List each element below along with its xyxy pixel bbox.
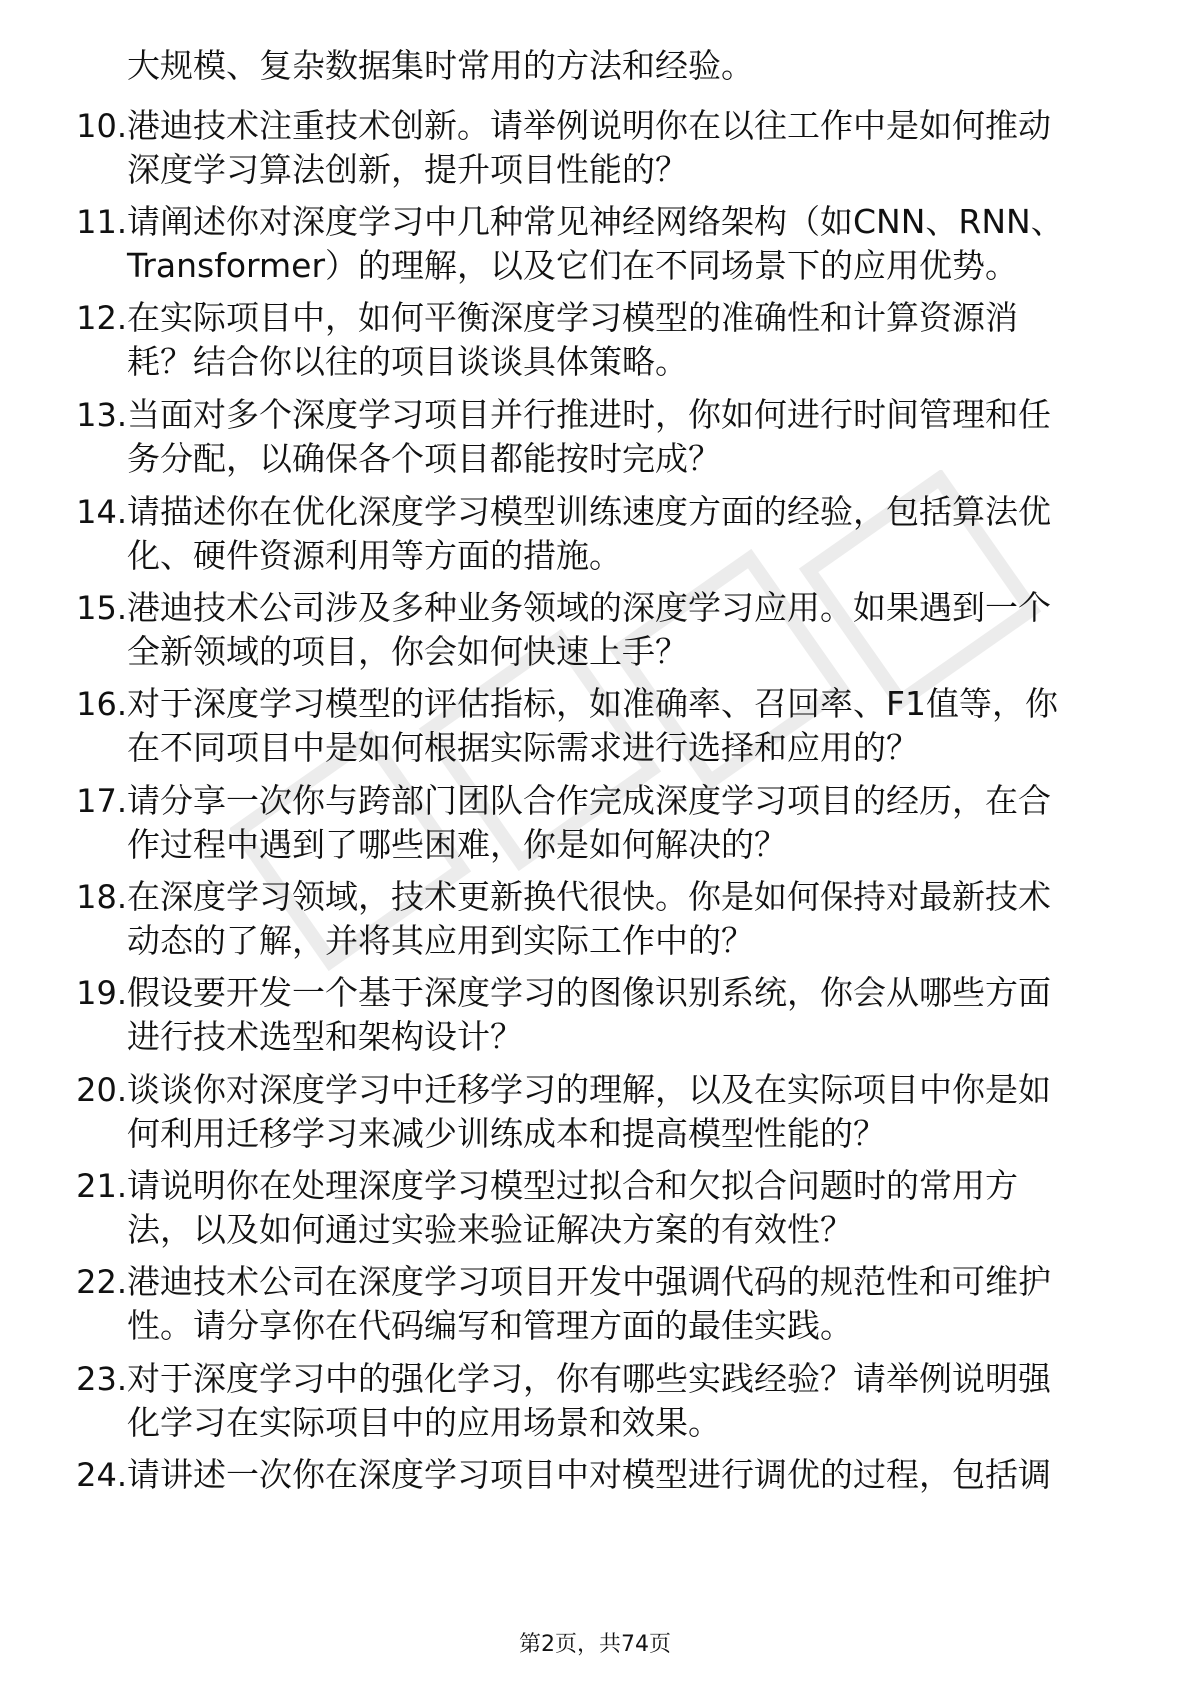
item-text-line: 谈谈你对深度学习中迁移学习的理解，以及在实际项目中你是如	[127, 1070, 1051, 1109]
item-number: 14.	[76, 493, 127, 531]
item-text-line: 港迪技术注重技术创新。请举例说明你在以往工作中是如何推动	[127, 106, 1051, 145]
item-text-line: 当面对多个深度学习项目并行推进时，你如何进行时间管理和任	[127, 395, 1051, 434]
item-text-line: 对于深度学习模型的评估指标，如准确率、召回率、F1值等，你	[127, 684, 1058, 723]
item-text	[127, 1260, 1117, 1348]
item-text-line: 请说明你在处理深度学习模型过拟合和欠拟合问题时的常用方	[127, 1166, 1018, 1205]
item-text-line: 动态的了解，并将其应用到实际工作中的？	[127, 921, 754, 960]
item-number: 24.	[76, 1456, 127, 1494]
item-text-line: 假设要开发一个基于深度学习的图像识别系统，你会从哪些方面	[127, 973, 1051, 1012]
list-item	[55, 682, 1135, 770]
item-number: 12.	[76, 299, 127, 337]
item-text	[127, 971, 1117, 1059]
list-item	[55, 1164, 1135, 1252]
list-item	[55, 296, 1135, 384]
list-item	[55, 971, 1135, 1059]
item-text-line: 性。请分享你在代码编写和管理方面的最佳实践。	[127, 1306, 853, 1345]
item-text-line: 何利用迁移学习来减少训练成本和提高模型性能的？	[127, 1114, 886, 1153]
item-text	[127, 296, 1117, 384]
item-number: 20.	[76, 1071, 127, 1109]
list-item	[55, 200, 1135, 288]
item-text	[127, 104, 1117, 192]
item-text-line: 港迪技术公司在深度学习项目开发中强调代码的规范性和可维护	[127, 1262, 1051, 1301]
list-item	[55, 1260, 1135, 1348]
item-text-line: 化、硬件资源利用等方面的措施。	[127, 536, 622, 575]
item-number: 16.	[76, 685, 127, 723]
list-item	[55, 1453, 1135, 1497]
page-footer: 第2页，共74页	[519, 1632, 671, 1657]
item-text-line: 港迪技术公司涉及多种业务领域的深度学习应用。如果遇到一个	[127, 588, 1051, 627]
list-item	[55, 393, 1135, 481]
item-number: 13.	[76, 396, 127, 434]
list-item	[55, 586, 1135, 674]
item-number: 15.	[76, 589, 127, 627]
item-text-line: 请阐述你对深度学习中几种常见神经网络架构（如CNN、RNN、	[127, 202, 1064, 241]
item-number: 17.	[76, 782, 127, 820]
item-text	[127, 490, 1117, 578]
item-text-line: 全新领域的项目，你会如何快速上手？	[127, 632, 688, 671]
list-item	[55, 490, 1135, 578]
item-number: 18.	[76, 878, 127, 916]
item-text	[127, 586, 1117, 674]
item-text-line: 在不同项目中是如何根据实际需求进行选择和应用的？	[127, 728, 919, 767]
item-text-line: 进行技术选型和架构设计？	[127, 1017, 523, 1056]
item-number: 11.	[76, 203, 127, 241]
item-number: 10.	[76, 107, 127, 145]
list-item	[55, 779, 1135, 867]
list-item	[55, 1068, 1135, 1156]
item-text	[127, 1068, 1117, 1156]
item-number: 21.	[76, 1167, 127, 1205]
item-text-line: 耗？结合你以往的项目谈谈具体策略。	[127, 342, 688, 381]
continuation-text: 大规模、复杂数据集时常用的方法和经验。	[127, 46, 754, 85]
item-text-line: 在实际项目中，如何平衡深度学习模型的准确性和计算资源消	[127, 298, 1018, 337]
item-text	[127, 1453, 1117, 1497]
item-text	[127, 779, 1117, 867]
item-text-line: Transformer）的理解，以及它们在不同场景下的应用优势。	[127, 246, 1019, 285]
item-text-line: 务分配，以确保各个项目都能按时完成？	[127, 439, 721, 478]
list-item	[55, 1357, 1135, 1445]
item-text	[127, 200, 1117, 288]
item-text	[127, 1164, 1117, 1252]
list-item	[55, 875, 1135, 963]
item-number: 23.	[76, 1360, 127, 1398]
item-text	[127, 682, 1117, 770]
item-text-line: 请分享一次你与跨部门团队合作完成深度学习项目的经历，在合	[127, 781, 1051, 820]
item-text-line: 在深度学习领域，技术更新换代很快。你是如何保持对最新技术	[127, 877, 1051, 916]
item-text	[127, 875, 1117, 963]
item-number: 19.	[76, 974, 127, 1012]
list-item	[55, 104, 1135, 192]
item-text	[127, 1357, 1117, 1445]
item-text	[127, 393, 1117, 481]
item-number: 22.	[76, 1263, 127, 1301]
item-text-line: 作过程中遇到了哪些困难，你是如何解决的？	[127, 825, 787, 864]
item-text-line: 请讲述一次你在深度学习项目中对模型进行调优的过程，包括调	[127, 1455, 1051, 1494]
item-text-line: 深度学习算法创新，提升项目性能的？	[127, 150, 688, 189]
item-text-line: 请描述你在优化深度学习模型训练速度方面的经验，包括算法优	[127, 492, 1051, 531]
item-text-line: 对于深度学习中的强化学习，你有哪些实践经验？请举例说明强	[127, 1359, 1051, 1398]
item-text-line: 化学习在实际项目中的应用场景和效果。	[127, 1403, 721, 1442]
item-text-line: 法，以及如何通过实验来验证解决方案的有效性？	[127, 1210, 853, 1249]
